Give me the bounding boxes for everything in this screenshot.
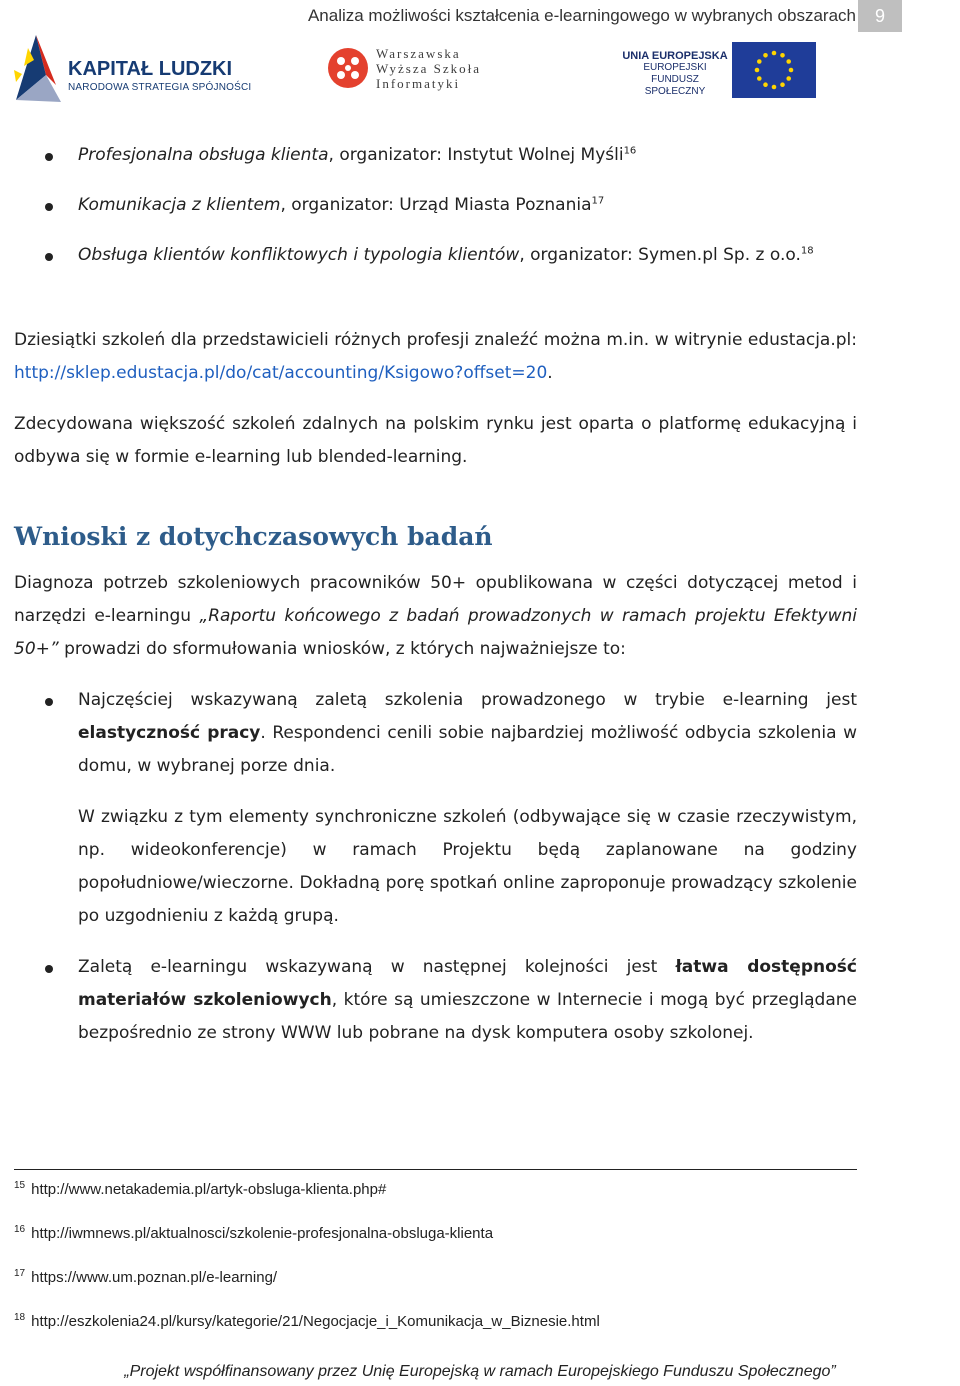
- footnote-url[interactable]: https://www.um.poznan.pl/e-learning/: [31, 1269, 278, 1286]
- wwsi-line2: Wyższa Szkoła: [376, 61, 481, 76]
- footnote: [14, 1224, 493, 1242]
- list-emphasis: elastyczność pracy: [78, 723, 261, 743]
- eu-star-icon: [786, 76, 791, 81]
- bullet-icon: [45, 965, 53, 973]
- bullet-icon: [45, 203, 53, 211]
- eu-line3: FUNDUSZ SPOŁECZNY: [644, 74, 706, 97]
- eu-star-icon: [780, 82, 785, 87]
- eu-star-icon: [789, 68, 794, 73]
- training-title: Profesjonalna obsługa klienta: [78, 145, 329, 165]
- list-text: Najczęściej wskazywaną zaletą szkolenia prowadzonego w trybie e-learning jest: [78, 690, 857, 710]
- footnote: [14, 1312, 600, 1330]
- edustacja-link[interactable]: http://sklep.edustacja.pl/do/cat/accounting/Ksigowo?offset=20: [14, 363, 548, 383]
- list-item: [78, 951, 857, 1050]
- wwsi-line1: Warszawska: [376, 46, 461, 61]
- paragraph-text: Diagnoza potrzeb szkoleniowych pracowników 50+ opublikowana w części dotyczącej metod i narzędzi e-learningu: [14, 573, 857, 626]
- paragraph-zdecydowana: Zdecydowana większość szkoleń zdalnych na polskim rynku jest oparta o platformę edukacyjną i odbywa się w formie e-learning lub blended-learning.: [14, 414, 857, 467]
- section-heading: Wnioski z dotychczasowych badań: [14, 522, 493, 551]
- page-footer: „Projekt współfinansowany przez Unię Europejską w ramach Europejskiego Funduszu Społecznego”: [124, 1363, 836, 1380]
- eu-line1: UNIA EUROPEJSKA: [622, 50, 728, 62]
- bullet-icon: [45, 153, 53, 161]
- list-item: [78, 139, 857, 172]
- wwsi-line3: Informatyki: [376, 76, 461, 91]
- training-organizer: , organizator: Urząd Miasta Poznania: [280, 195, 592, 215]
- training-title: Komunikacja z klientem: [78, 195, 281, 215]
- report-title: „Raportu końcowego z badań prowadzonych w ramach projektu Efektywni 50+”: [14, 606, 857, 659]
- bullet-icon: [45, 698, 53, 706]
- eu-star-icon: [755, 68, 760, 73]
- footnote-url[interactable]: http://iwmnews.pl/aktualnosci/szkolenie-profesjonalna-obsluga-klienta: [31, 1225, 494, 1242]
- footnote-url[interactable]: http://eszkolenia24.pl/kursy/kategorie/21/Negocjacje_i_Komunikacja_w_Biznesie.html: [31, 1313, 600, 1330]
- footnote-ref: 18: [800, 245, 814, 257]
- paragraph-end: .: [547, 363, 553, 383]
- eu-star-icon: [763, 53, 768, 58]
- list-item: [78, 189, 857, 222]
- footnote-ref: 16: [623, 145, 637, 157]
- eu-text: [620, 50, 730, 98]
- footnote: [14, 1180, 386, 1198]
- eu-star-icon: [763, 82, 768, 87]
- kapital-ludzki-logo-icon: [6, 30, 66, 105]
- list-item-continuation: W związku z tym elementy synchroniczne szkoleń (odbywające się w czasie rzeczywistym, np. wideokonferencje) w ramach Projektu będą zaplanowane na godziny popołudniowe/wieczorne. Dokładną porę spotkań online zaproponuje prowadzący szkolenie po uzgodnieniu z każdą grupą.: [78, 807, 857, 926]
- list-text: . Respondenci cenili sobie najbardziej możliwość odbycia szkolenia w domu, w wybranej porze dnia.: [78, 723, 857, 776]
- training-organizer: , organizator: Instytut Wolnej Myśli: [328, 145, 624, 165]
- footnote: [14, 1268, 277, 1286]
- logo-bar: [0, 30, 960, 110]
- list-item: [78, 684, 857, 783]
- footnote-url[interactable]: http://www.netakademia.pl/artyk-obsluga-klienta.php#: [31, 1181, 387, 1198]
- kapital-ludzki-name: KAPITAŁ LUDZKI: [68, 58, 233, 80]
- list-item: [78, 239, 857, 272]
- eu-star-icon: [772, 85, 777, 90]
- page-number: 9: [858, 0, 902, 32]
- training-organizer: , organizator: Symen.pl Sp. z o.o.: [519, 245, 801, 265]
- paragraph-diagnoza: [14, 567, 857, 666]
- footnote-number: 18: [14, 1312, 26, 1323]
- list-emphasis: łatwa dostępność materiałów szkoleniowych: [78, 957, 857, 1010]
- footnote-ref: 17: [591, 195, 605, 207]
- eu-flag-icon: [732, 42, 816, 98]
- footnote-divider: [14, 1169, 857, 1170]
- footnote-number: 16: [14, 1224, 26, 1235]
- list-text: , które są umieszczone w Internecie i mogą być przeglądane bezpośrednio ze strony WWW lub pobrane na dysk komputera osoby szkolonej.: [78, 990, 858, 1043]
- list-text: Zaletą e-learningu wskazywaną w następnej kolejności jest: [78, 957, 676, 977]
- eu-star-icon: [757, 59, 762, 64]
- eu-star-icon: [772, 51, 777, 56]
- eu-star-icon: [780, 53, 785, 58]
- paragraph-dziesiatki: [14, 324, 857, 390]
- bullet-icon: [45, 253, 53, 261]
- training-title: Obsługa klientów konfliktowych i typologia klientów: [78, 245, 520, 265]
- running-header-title: Analiza możliwości kształcenia e-learningowego w wybranych obszarach: [307, 6, 856, 25]
- footnote-number: 17: [14, 1268, 26, 1279]
- wwsi-name: [376, 46, 481, 91]
- eu-star-icon: [757, 76, 762, 81]
- paragraph-text: Dziesiątki szkoleń dla przedstawicieli różnych profesji znaleźć można m.in. w witrynie edustacja.pl:: [14, 330, 857, 350]
- footnote-number: 15: [14, 1180, 26, 1191]
- eu-line2: EUROPEJSKI: [643, 62, 707, 73]
- eu-star-icon: [786, 59, 791, 64]
- wwsi-logo-icon: [326, 46, 370, 90]
- paragraph-text: prowadzi do sformułowania wniosków, z których najważniejsze to:: [58, 639, 626, 659]
- kapital-ludzki-subtitle: NARODOWA STRATEGIA SPÓJNOŚCI: [68, 82, 252, 93]
